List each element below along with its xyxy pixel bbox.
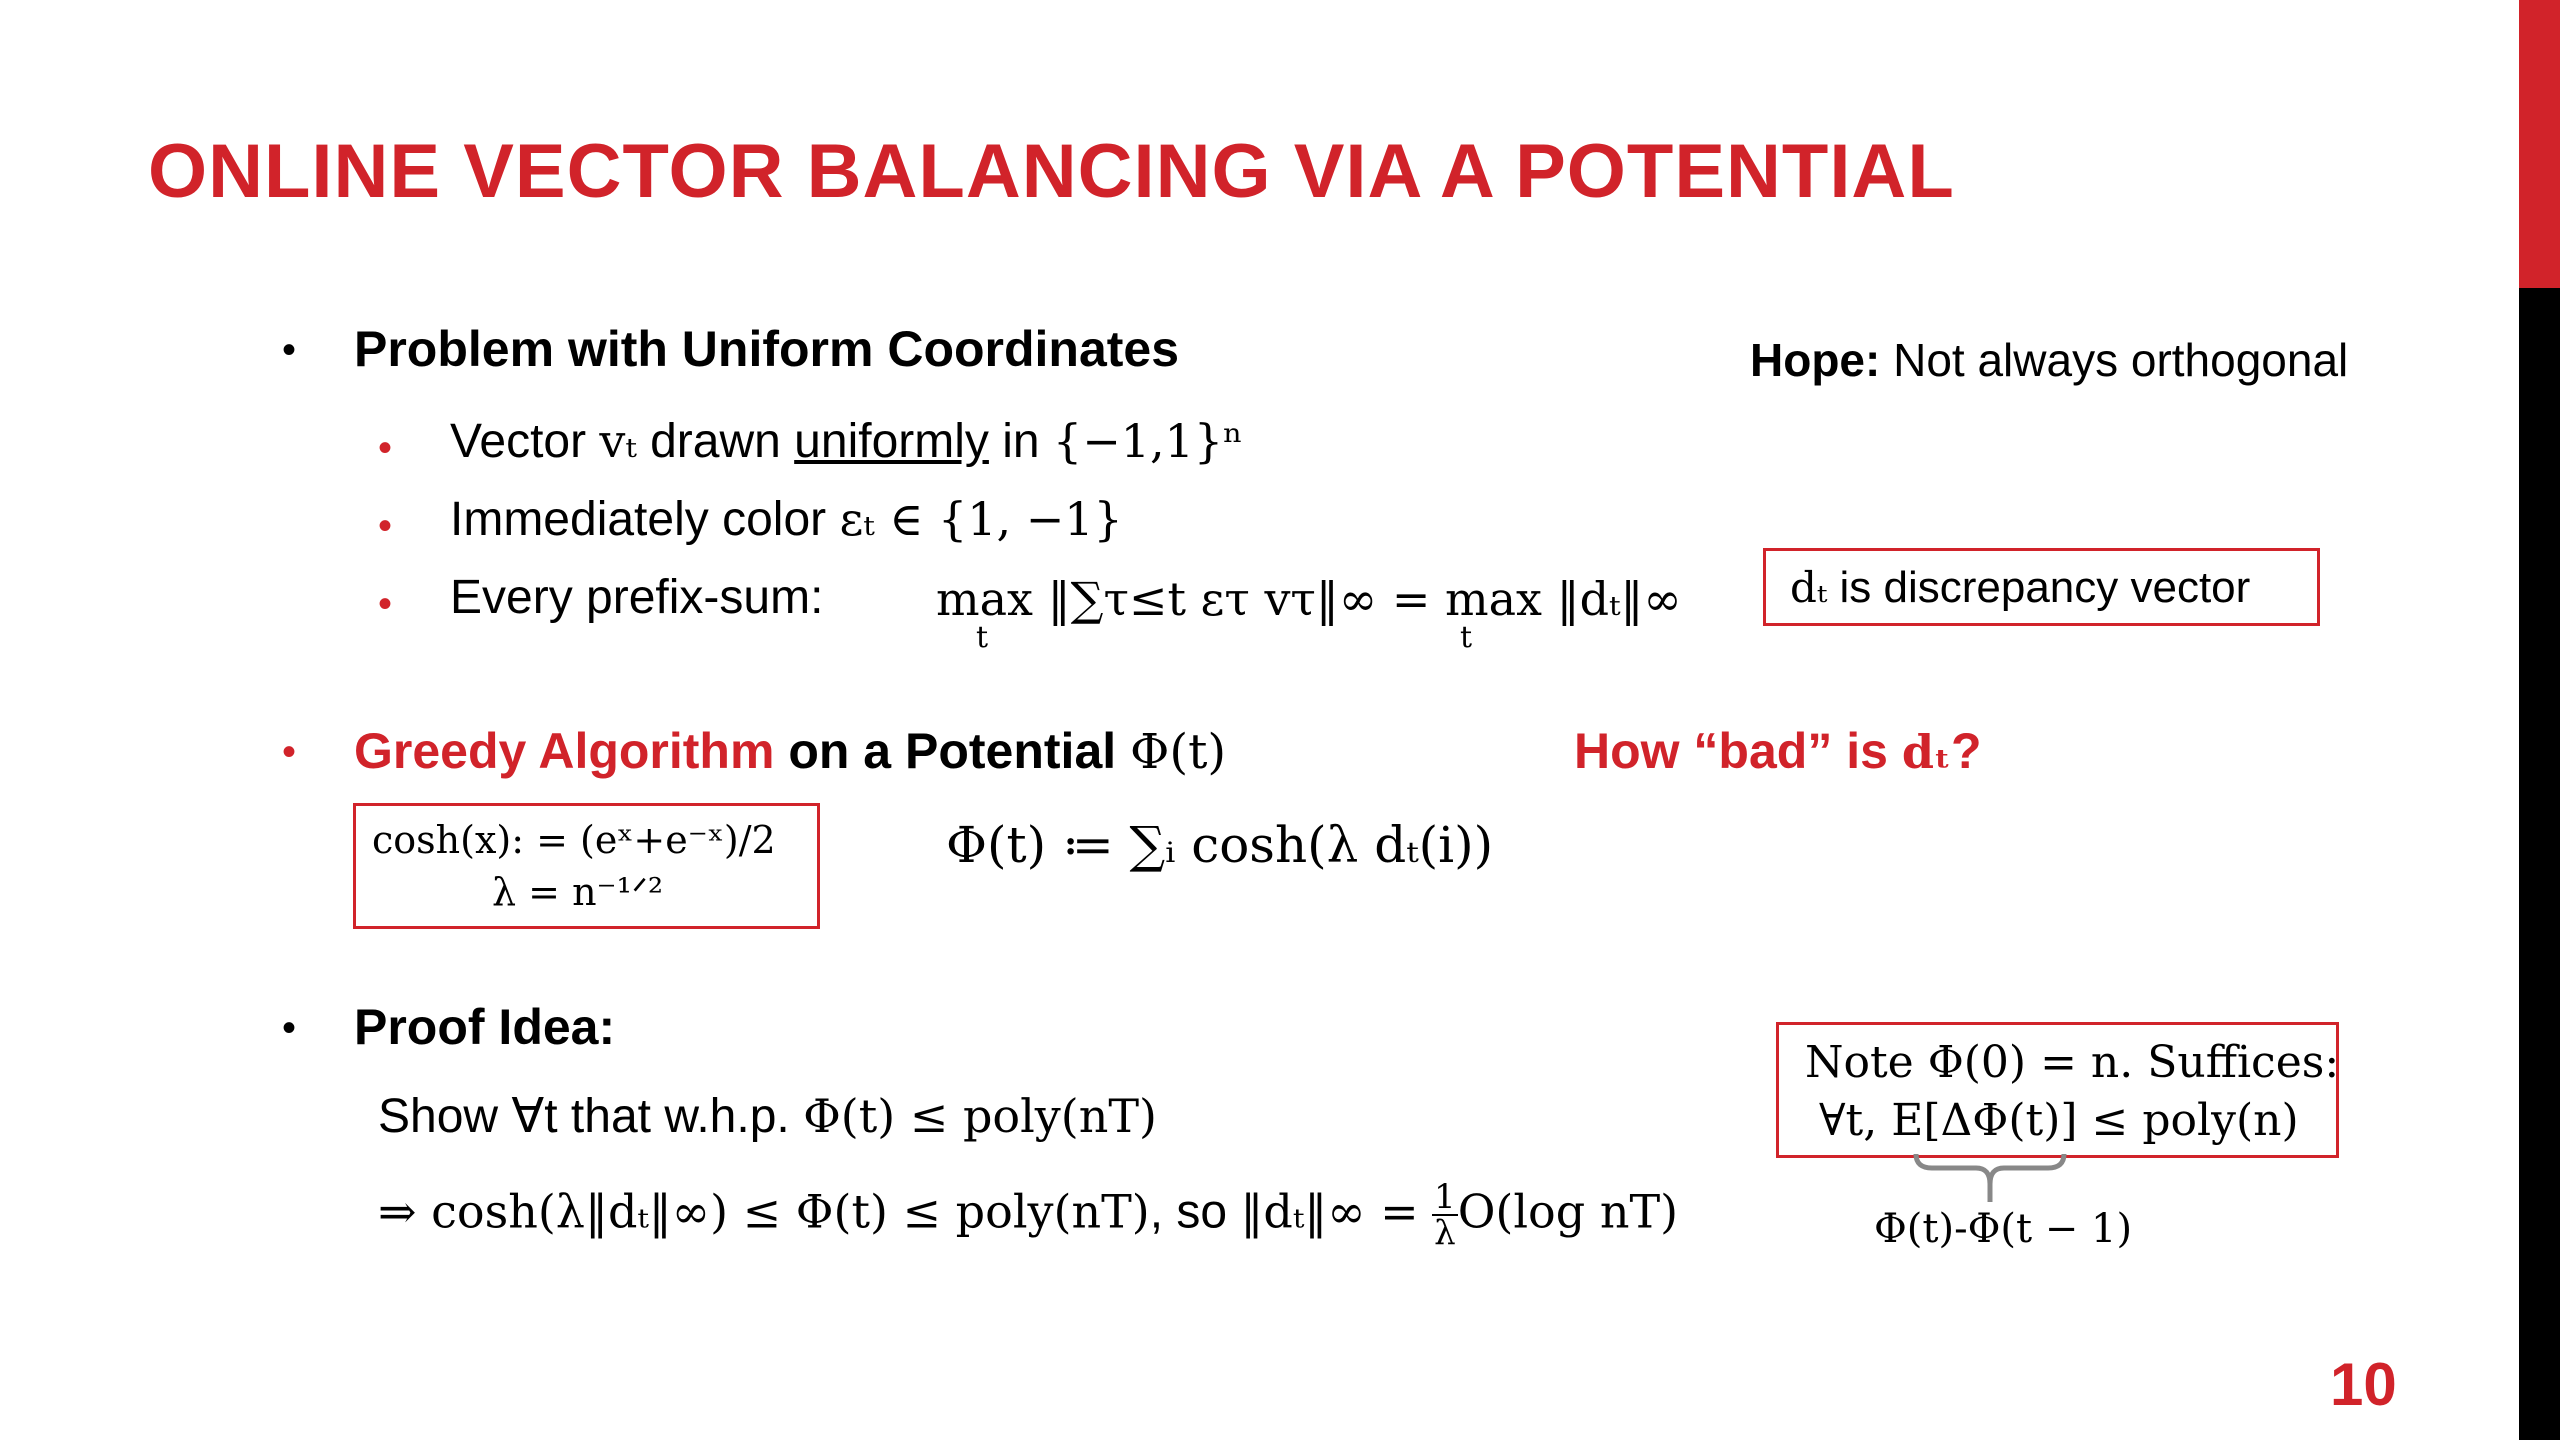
section-heading-problem: Problem with Uniform Coordinates	[354, 321, 1180, 377]
proof-math: O(log nT)	[1457, 1184, 1679, 1239]
item-text: Immediately color	[450, 493, 840, 546]
side-accent-bar-red	[2519, 0, 2560, 288]
proof-line-2	[378, 1177, 1679, 1253]
bullet: •	[282, 328, 297, 372]
question-mark: ?	[1951, 723, 1982, 779]
box-math: dₜ	[1790, 563, 1828, 612]
list-item-prefix-sum: Every prefix-sum:	[450, 571, 824, 624]
prefix-sum-formula: max ‖∑τ≤t ετ vτ‖∞ = max ‖dₜ‖∞	[936, 572, 1682, 626]
item-text: Vector	[450, 415, 600, 468]
box-text: is discrepancy vector	[1827, 563, 2251, 612]
question-how-bad	[1574, 722, 1982, 780]
proof-line-1	[378, 1088, 1157, 1144]
note-line-1	[1805, 1037, 2339, 1088]
hope-label: Hope:	[1750, 334, 1881, 386]
sub-bullet: •	[378, 582, 393, 626]
item-math: vₜ	[599, 414, 637, 468]
cosh-definition: cosh(x): = (eˣ+e⁻ˣ)/2	[372, 818, 776, 862]
note-text: Note Φ(0) = n. Suffices:	[1805, 1037, 2340, 1088]
list-item-vector	[450, 414, 1243, 469]
heading-text: on a Potential	[774, 723, 1131, 779]
heading-highlight: Greedy Algorithm	[354, 723, 775, 779]
page-number: 10	[2330, 1351, 2397, 1418]
fraction-one-over-lambda	[1432, 1177, 1458, 1253]
discrepancy-box	[1763, 548, 2320, 626]
section-heading-greedy	[354, 722, 1226, 780]
proof-math: ‖dₜ‖∞ =	[1240, 1184, 1419, 1239]
proof-text: Show ∀t that w.h.p.	[378, 1090, 804, 1143]
proof-math: ⇒ cosh(λ‖dₜ‖∞) ≤ Φ(t) ≤ poly(nT)	[378, 1184, 1150, 1239]
hope-note	[1750, 333, 2348, 387]
fraction-numerator: 1	[1434, 1177, 1456, 1217]
underbrace-icon	[1910, 1150, 2070, 1206]
item-text: drawn	[636, 415, 795, 468]
item-underlined: uniformly	[794, 415, 989, 468]
section-heading-proof: Proof Idea:	[354, 999, 616, 1055]
proof-text: , so	[1149, 1185, 1241, 1239]
sub-bullet: •	[378, 426, 393, 470]
bullet: •	[282, 730, 297, 774]
definitions-box	[353, 803, 820, 929]
item-text: in	[988, 415, 1053, 468]
proof-math: Φ(t) ≤ poly(nT)	[803, 1089, 1157, 1143]
heading-math: Φ(t)	[1130, 724, 1227, 780]
question-text: How “bad” is	[1574, 723, 1902, 779]
potential-formula: Φ(t) ≔ ∑ᵢ cosh(λ dₜ(i))	[946, 816, 1494, 874]
lambda-definition: λ = n⁻¹ᐟ²	[492, 870, 664, 914]
fraction-denominator: λ	[1434, 1213, 1456, 1253]
note-line-2: ∀t, E[ΔΦ(t)] ≤ poly(n)	[1819, 1095, 2299, 1146]
note-box	[1776, 1022, 2339, 1158]
item-math: εₜ ∈ {1, −1}	[839, 492, 1123, 546]
slide-title: ONLINE VECTOR BALANCING VIA A POTENTIAL	[148, 129, 1955, 214]
max-subscript: t	[976, 620, 989, 655]
question-math: dₜ	[1901, 725, 1952, 779]
item-math: {−1,1}ⁿ	[1052, 414, 1244, 468]
brace-label: Φ(t)-Φ(t − 1)	[1874, 1206, 2133, 1252]
list-item-color	[450, 492, 1123, 547]
sub-bullet: •	[378, 504, 393, 548]
max-subscript: t	[1460, 620, 1473, 655]
bullet: •	[282, 1006, 297, 1050]
hope-text: Not always orthogonal	[1880, 334, 2349, 386]
